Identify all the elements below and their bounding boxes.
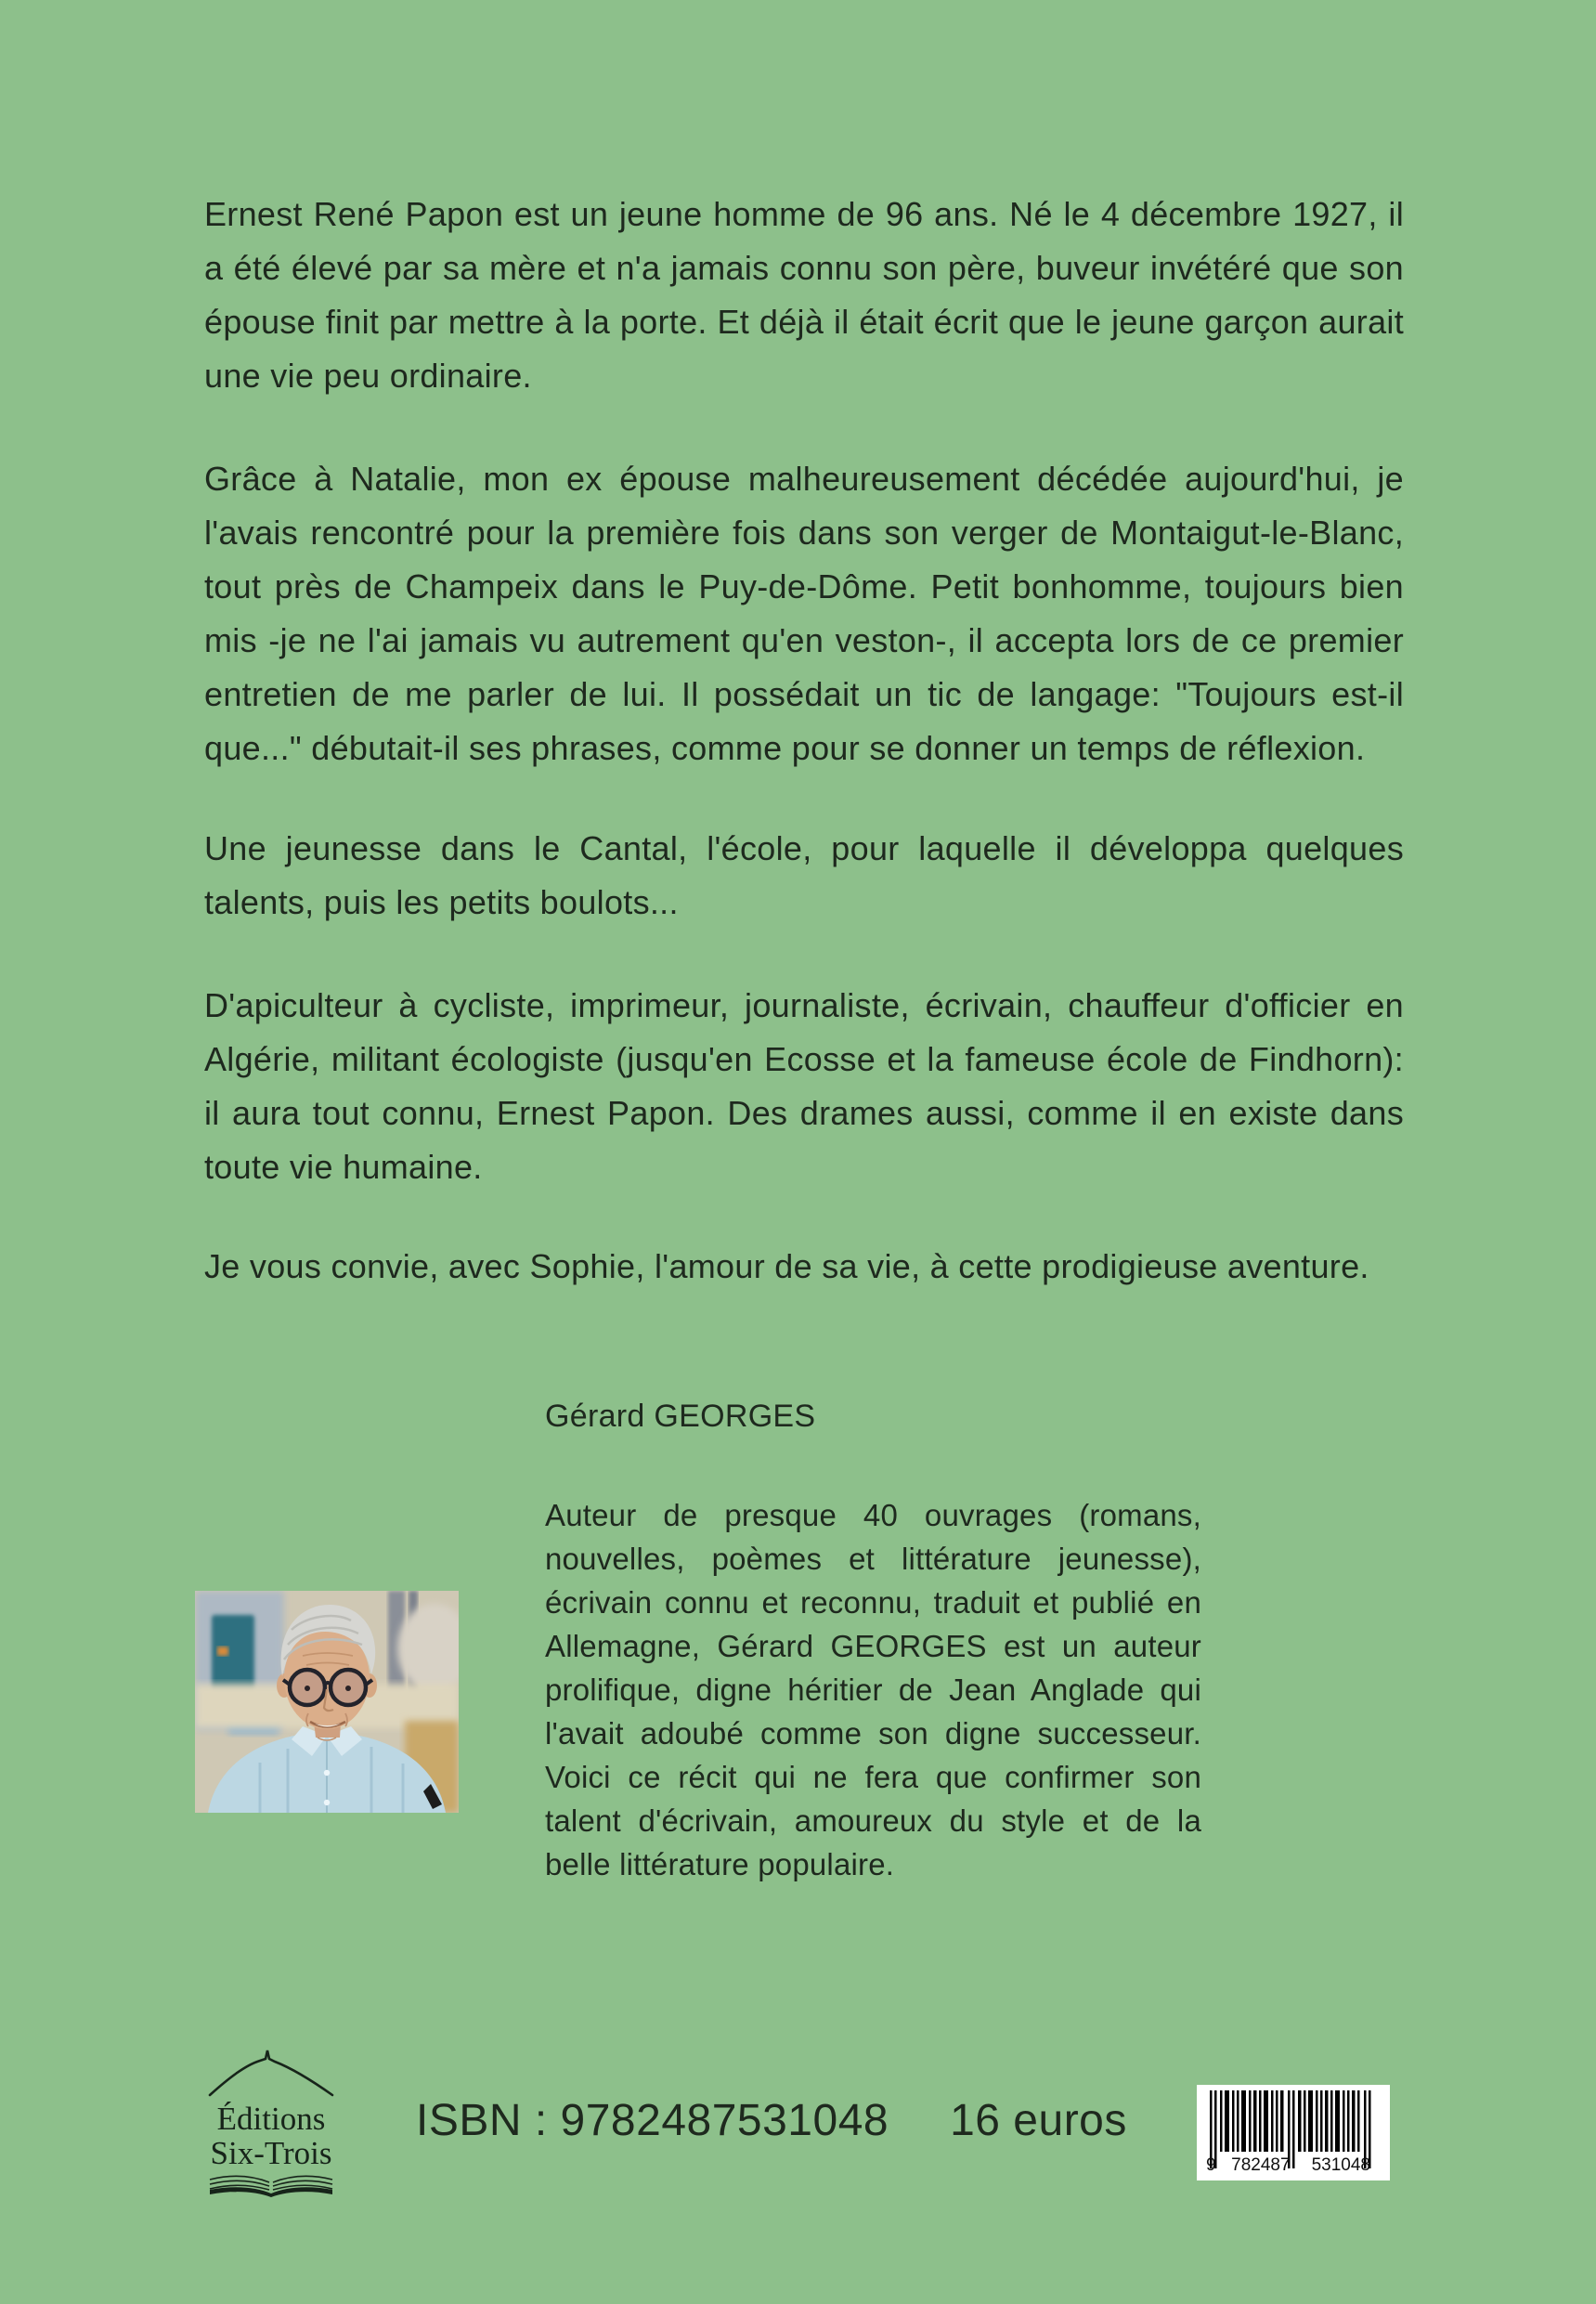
author-portrait-illustration: [195, 1591, 459, 1813]
author-name: Gérard GEORGES: [545, 1399, 816, 1434]
synopsis-paragraph-1: Ernest René Papon est un jeune homme de 96 ans. Né le 4 décembre 1927, il a été élevé par sa mère et n'a jamais connu son père, buveur invétéré que son épouse finit par mettre à la porte. Et déjà il était écrit que le jeune garçon aurait une vie peu ordinaire.: [204, 195, 1404, 395]
author-photo: [195, 1591, 459, 1813]
publisher-name-line2: Six-Trois: [210, 2135, 332, 2171]
synopsis-paragraph-2: Grâce à Natalie, mon ex épouse malheureusement décédée aujourd'hui, je l'avais rencontré pour la première fois dans son verger de Montaigut-le-Blanc, tout près de Champeix dans le Puy-de-Dôme. Petit bonhomme, toujours bien mis -je ne l'ai jamais vu autrement qu'en veston-, il accepta lors de ce premier entretien de me parler de lui. Il possédait un tic de langage: "Toujours est-il que..." débutait-il ses phrases, comme pour se donner un temps de réflexion.: [204, 460, 1404, 767]
open-book-icon: [204, 2172, 338, 2198]
barcode: [1197, 2085, 1390, 2180]
barcode-digit-group-2: 782487: [1231, 2155, 1291, 2175]
author-bio: Auteur de presque 40 ouvrages (romans, nouvelles, poèmes et littérature jeunesse), écrivain connu et reconnu, traduit et publié en Allemagne, Gérard GEORGES est un auteur prolifique, digne héritier de Jean Anglade qui l'avait adoubé comme son digne successeur. Voici ce récit qui ne fera que confirmer son talent d'écrivain, amoureux du style et de la belle littérature populaire.: [545, 1498, 1201, 1881]
mountain-icon: [204, 2049, 338, 2097]
barcode-digits: [1197, 2155, 1390, 2176]
barcode-digit-group-1: 9: [1206, 2155, 1216, 2175]
footer-isbn-row: [416, 2095, 1127, 2146]
barcode-digit-group-3: 531048: [1311, 2155, 1370, 2175]
synopsis-paragraph-5: Je vous convie, avec Sophie, l'amour de sa vie, à cette prodigieuse aventure.: [204, 1247, 1369, 1285]
publisher-logo: [204, 2049, 338, 2203]
synopsis-paragraph-4: D'apiculteur à cycliste, imprimeur, journaliste, écrivain, chauffeur d'officier en Algérie, militant écologiste (jusqu'en Ecosse et la fameuse école de Findhorn): il aura tout connu, Ernest Papon. Des drames aussi, comme il en existe dans toute vie humaine.: [204, 986, 1404, 1186]
isbn-text: ISBN : 9782487531048: [416, 2096, 889, 2145]
synopsis-paragraph-3: Une jeunesse dans le Cantal, l'école, pour laquelle il développa quelques talents, puis les petits boulots...: [204, 829, 1404, 921]
price-text: 16 euros: [950, 2096, 1127, 2145]
publisher-name-line1: Éditions: [216, 2101, 326, 2137]
